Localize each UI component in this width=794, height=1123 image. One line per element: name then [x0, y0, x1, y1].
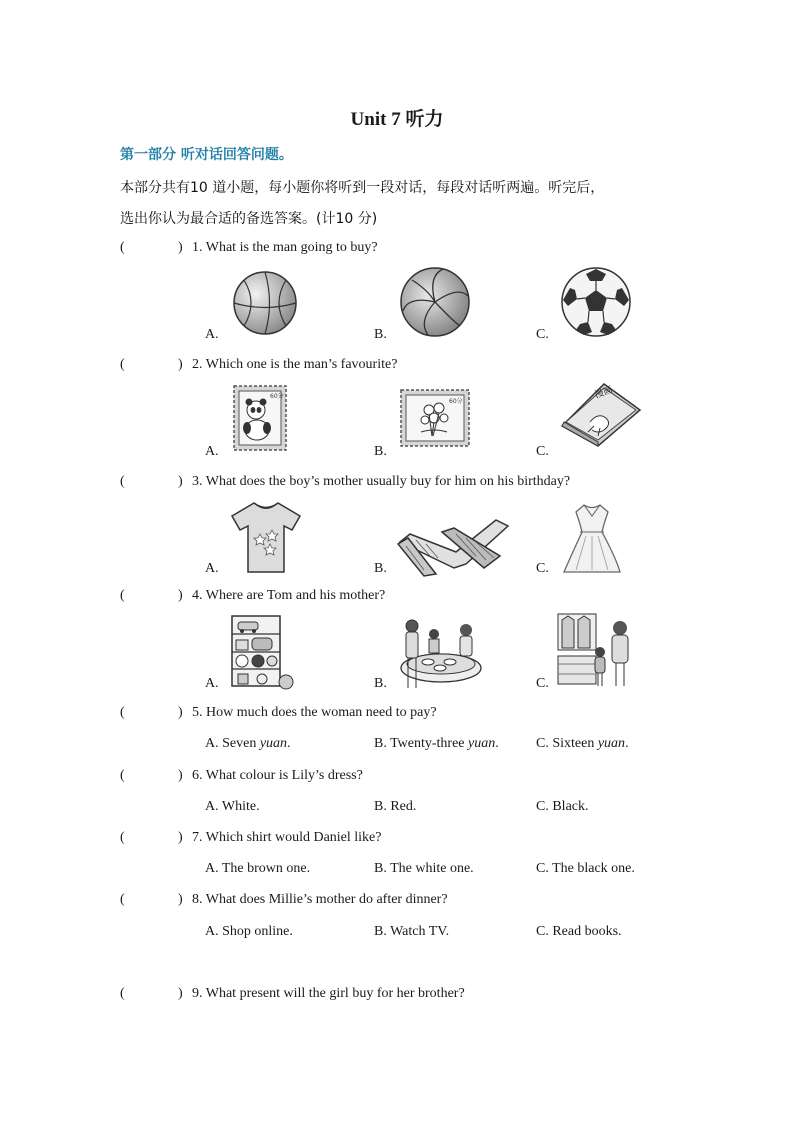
answer-blank-close: ) [178, 768, 183, 783]
option-c[interactable]: C. Black. [536, 799, 589, 814]
answer-blank-close: ) [178, 588, 183, 603]
option-a[interactable]: A. Seven yuan. [205, 736, 291, 751]
soccer-ball-icon [560, 266, 632, 338]
ties-icon [396, 512, 512, 578]
answer-blank-open[interactable]: ( [120, 768, 125, 783]
option-a-label[interactable]: A. [205, 561, 219, 576]
option-a-label[interactable]: A. [205, 327, 219, 342]
answer-blank-open[interactable]: ( [120, 588, 125, 603]
option-b[interactable]: B. Watch TV. [374, 924, 450, 939]
t-shirt-icon [230, 500, 302, 574]
answer-blank-close: ) [178, 705, 183, 720]
answer-blank-close: ) [178, 474, 183, 489]
option-c-label[interactable]: C. [536, 561, 549, 576]
question-text: 7. Which shirt would Daniel like? [192, 830, 382, 845]
option-a[interactable]: A. White. [205, 799, 260, 814]
option-b[interactable]: B. Red. [374, 799, 417, 814]
restaurant-table-icon [398, 616, 484, 690]
option-c-label[interactable]: C. [536, 327, 549, 342]
answer-blank-close: ) [178, 240, 183, 255]
option-c[interactable]: C. The black one. [536, 861, 635, 876]
option-b-label[interactable]: B. [374, 444, 387, 459]
option-b-label[interactable]: B. [374, 676, 387, 691]
question-text: 1. What is the man going to buy? [192, 240, 378, 255]
comic-book-icon [560, 382, 642, 448]
stamp-value: 60分 [270, 393, 284, 400]
instructions-line-1: 本部分共有10 道小题，每小题你将听到一段对话，每段对话听两遍。听完后， [120, 180, 605, 196]
option-c-label[interactable]: C. [536, 676, 549, 691]
basketball-icon [232, 270, 298, 336]
question-text: 9. What present will the girl buy for her brother? [192, 986, 465, 1001]
answer-blank-open[interactable]: ( [120, 357, 125, 372]
question-text: 8. What does Millie’s mother do after dinner? [192, 892, 448, 907]
option-b[interactable]: B. The white one. [374, 861, 474, 876]
option-b[interactable]: B. Twenty-three yuan. [374, 736, 499, 751]
option-a[interactable]: A. Shop online. [205, 924, 293, 939]
book-label: 漫画 [593, 385, 614, 401]
option-b-label[interactable]: B. [374, 327, 387, 342]
option-c[interactable]: C. Read books. [536, 924, 622, 939]
answer-blank-open[interactable]: ( [120, 705, 125, 720]
answer-blank-open[interactable]: ( [120, 240, 125, 255]
question-text: 6. What colour is Lily’s dress? [192, 768, 363, 783]
answer-blank-open[interactable]: ( [120, 986, 125, 1001]
answer-blank-close: ) [178, 986, 183, 1001]
clothes-shop-icon [556, 612, 636, 690]
option-a-label[interactable]: A. [205, 444, 219, 459]
section-heading: 第一部分 听对话回答问题。 [120, 147, 293, 163]
panda-stamp-icon [232, 384, 288, 452]
option-a[interactable]: A. The brown one. [205, 861, 311, 876]
answer-blank-close: ) [178, 357, 183, 372]
volleyball-icon [398, 266, 472, 338]
answer-blank-open[interactable]: ( [120, 474, 125, 489]
page-title: Unit 7 听力 [350, 109, 444, 130]
stamp-value: 60分 [449, 398, 463, 405]
option-a-label[interactable]: A. [205, 676, 219, 691]
instructions-line-2: 选出你认为最合适的备选答案。(计10 分) [120, 211, 378, 227]
option-c-label[interactable]: C. [536, 444, 549, 459]
dress-icon [562, 502, 622, 574]
question-text: 3. What does the boy’s mother usually buy for him on his birthday? [192, 474, 571, 489]
answer-blank-close: ) [178, 830, 183, 845]
question-text: 4. Where are Tom and his mother? [192, 588, 386, 603]
answer-blank-close: ) [178, 892, 183, 907]
flower-stamp-icon [399, 388, 471, 448]
answer-blank-open[interactable]: ( [120, 830, 125, 845]
option-c[interactable]: C. Sixteen yuan. [536, 736, 629, 751]
toy-shelf-icon [230, 614, 294, 690]
option-b-label[interactable]: B. [374, 561, 387, 576]
answer-blank-open[interactable]: ( [120, 892, 125, 907]
question-text: 5. How much does the woman need to pay? [192, 705, 437, 720]
question-text: 2. Which one is the man’s favourite? [192, 357, 398, 372]
